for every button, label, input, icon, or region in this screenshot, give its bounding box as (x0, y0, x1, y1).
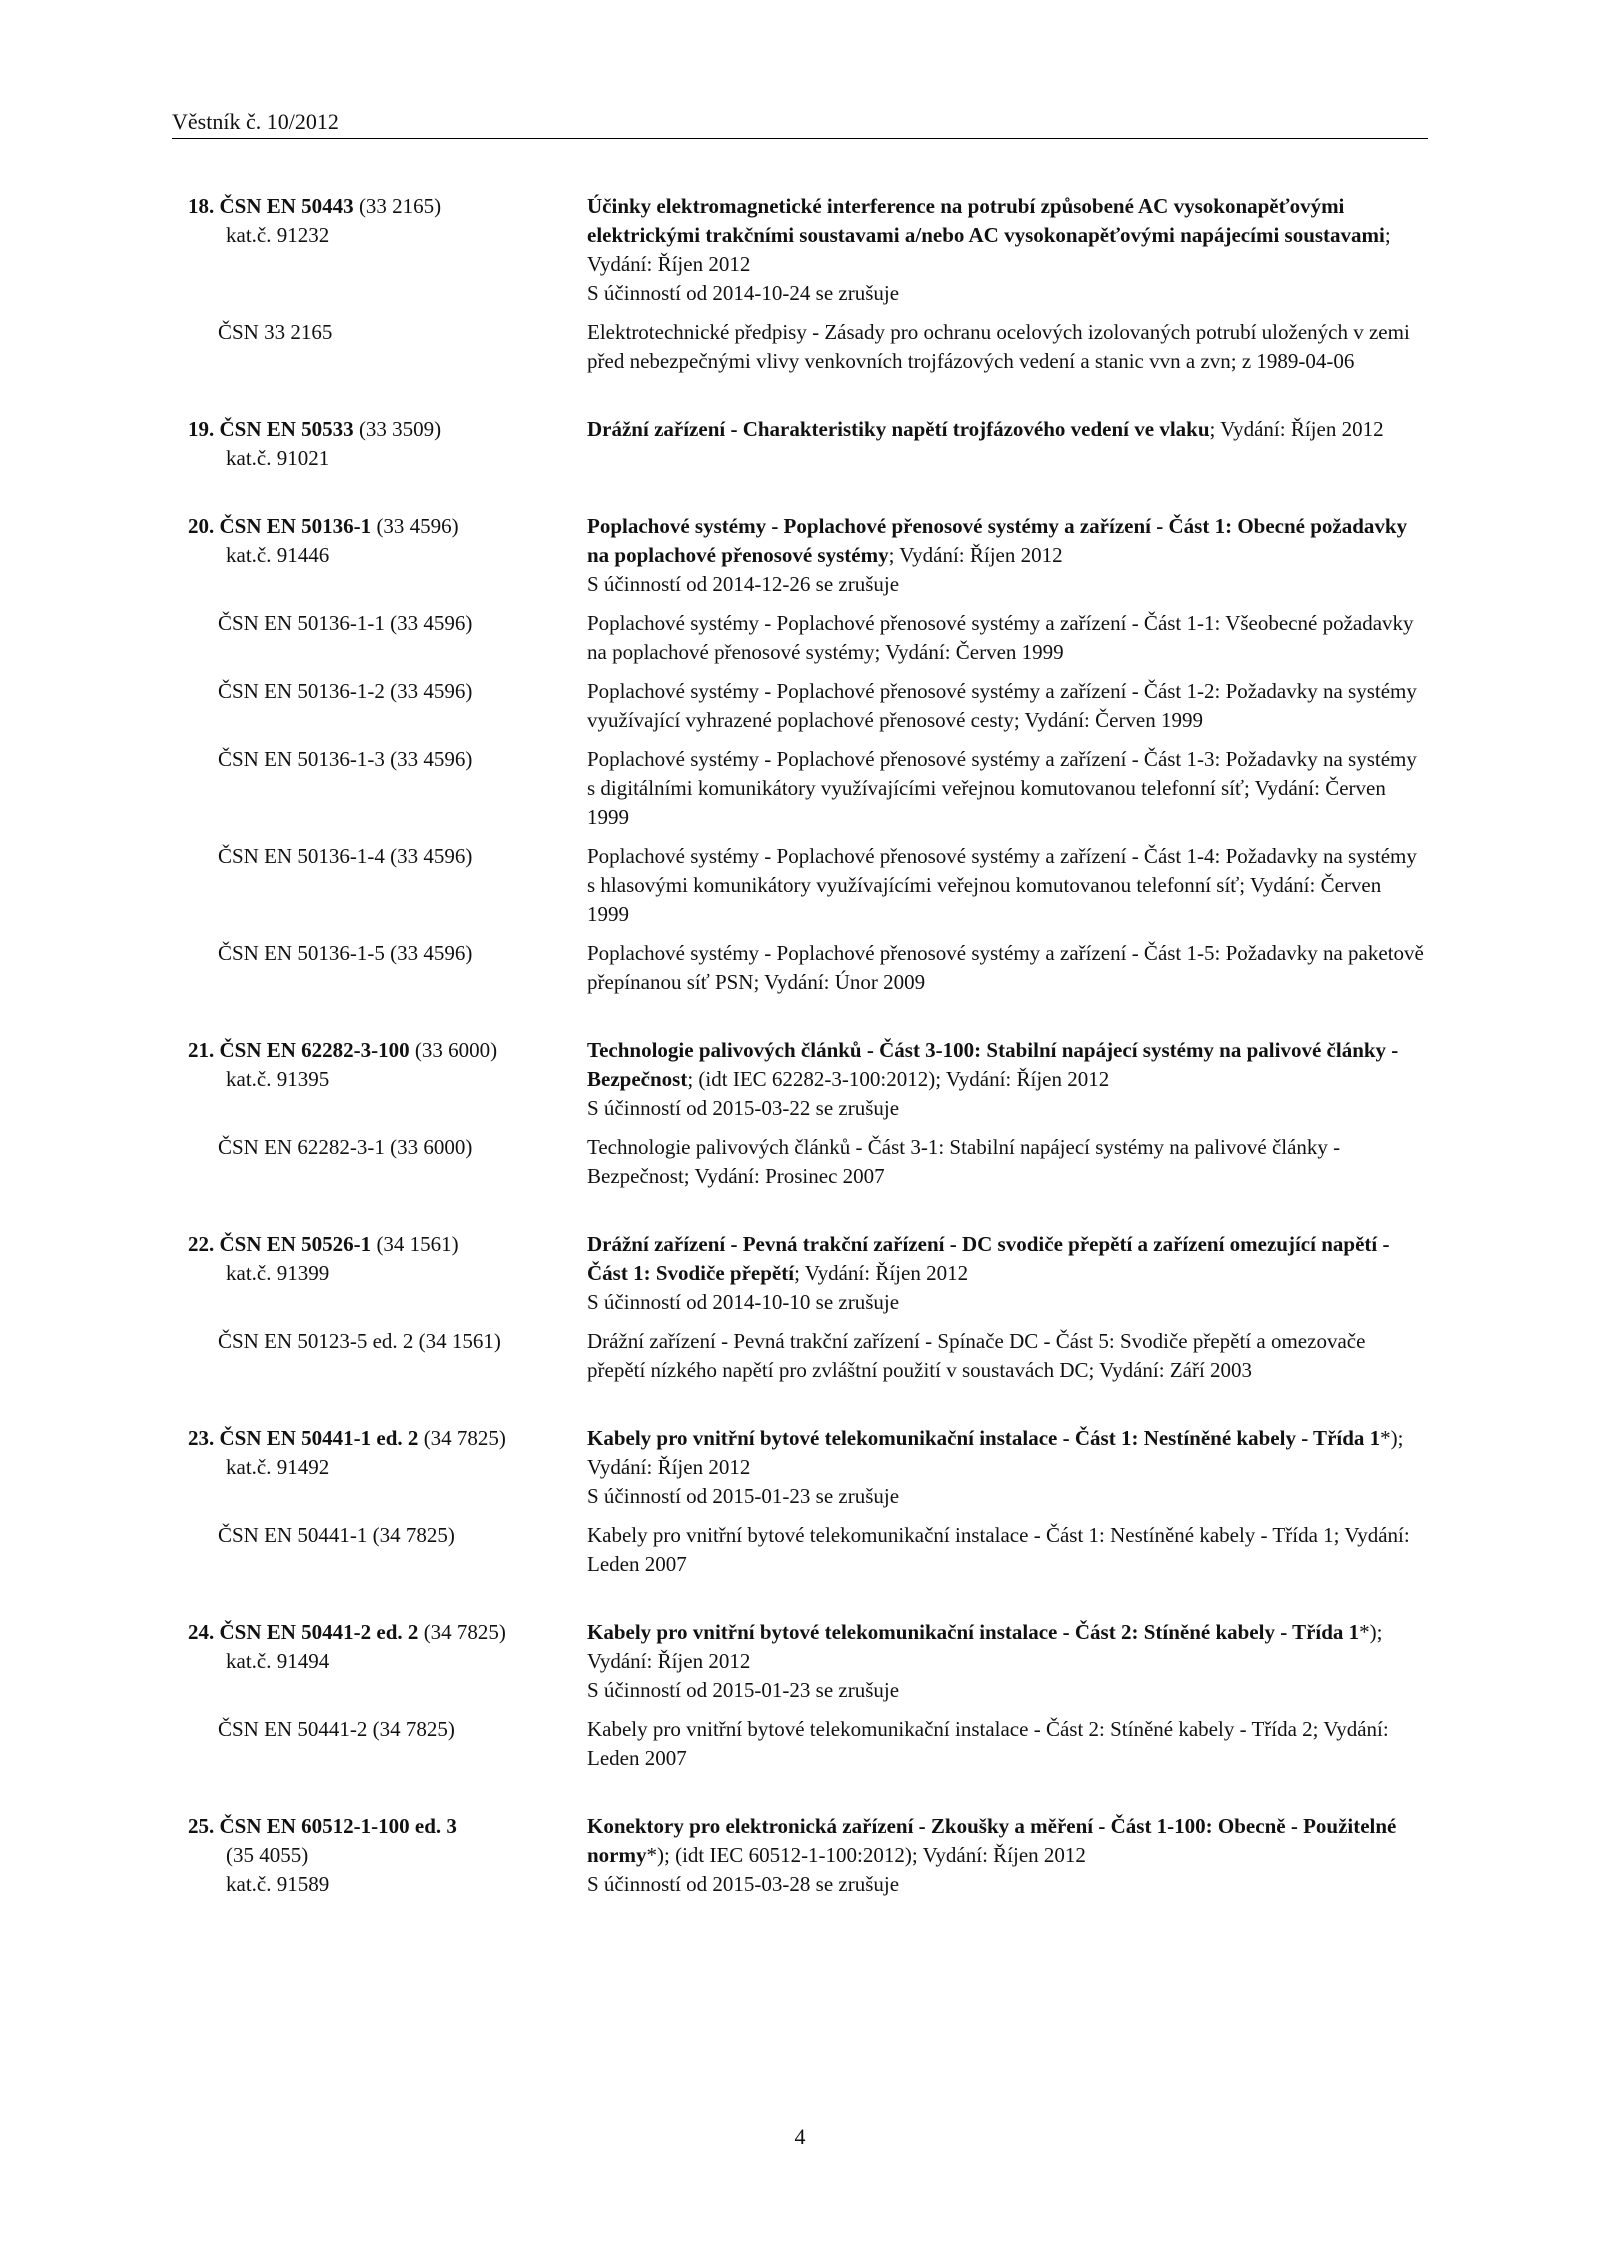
standard-row (188, 1036, 1428, 1123)
classification-code: (34 7825) (418, 1620, 506, 1644)
standard-description (587, 1036, 1428, 1123)
entry-number: 23. (188, 1426, 215, 1450)
standard-entry (188, 1036, 1428, 1191)
replaced-standard-code: ČSN EN 50136-1-4 (33 4596) (218, 844, 473, 868)
classification-code: (33 2165) (353, 194, 442, 218)
replaced-standard-row (188, 1715, 1428, 1773)
withdrawal-note: S účinností od 2014-12-26 se zrušuje (587, 572, 900, 596)
replaced-standard-code: ČSN EN 50123-5 ed. 2 (34 1561) (218, 1329, 501, 1353)
replaced-standard-row (188, 939, 1428, 997)
standard-title-bold: Poplachové systémy - Poplachové přenosové systémy a zařízení - Část 1: Obecné požadavky na poplachové přenosové systémy (587, 514, 1408, 567)
replaced-standard-row (188, 677, 1428, 735)
replaced-standard-row (188, 318, 1428, 376)
catalog-number: kat.č. 91395 (226, 1067, 330, 1091)
standard-id (188, 1618, 587, 1705)
standard-code-line (188, 1424, 587, 1453)
standard-code: ČSN EN 50533 (219, 417, 354, 441)
issue-info: *); (idt IEC 60512-1-100:2012); Vydání: Říjen 2012 (646, 1843, 1086, 1867)
replaced-standard-code: ČSN EN 50441-2 (34 7825) (218, 1717, 455, 1741)
replaced-standard-code: ČSN EN 50136-1-3 (33 4596) (218, 747, 473, 771)
catalog-number: kat.č. 91399 (226, 1261, 330, 1285)
standard-title-bold: Kabely pro vnitřní bytové telekomunikační instalace - Část 1: Nestíněné kabely - Třída 1 (587, 1426, 1381, 1450)
catalog-number: kat.č. 91492 (226, 1455, 330, 1479)
standard-description (587, 1424, 1428, 1511)
standard-code: ČSN EN 50441-1 ed. 2 (219, 1426, 419, 1450)
standard-row (188, 192, 1428, 308)
withdrawal-note: S účinností od 2015-01-23 se zrušuje (587, 1484, 900, 1508)
standard-id (188, 1036, 587, 1123)
replaced-standard-description: Technologie palivových článků - Část 3-1: Stabilní napájecí systémy na palivové články - Bezpečnost; Vydání: Prosinec 2007 (587, 1135, 1341, 1188)
replaced-standard-description: Poplachové systémy - Poplachové přenosové systémy a zařízení - Část 1-3: Požadavky na systémy s digitálními komunikátory využívajícími veřejnou komutovanou telefonní síť; Vydání: Červen 1999 (587, 747, 1417, 829)
standard-title-bold: Konektory pro elektronická zařízení - Zkoušky a měření - Část 1-100: Obecně - Použitelné normy (587, 1814, 1397, 1867)
standard-title (587, 1424, 1428, 1482)
standard-title (587, 1618, 1428, 1676)
classification-code: (34 7825) (418, 1426, 506, 1450)
page-header (172, 108, 1428, 139)
standard-title (587, 415, 1428, 444)
catalog-number: kat.č. 91446 (226, 543, 330, 567)
standard-title (587, 1230, 1428, 1288)
replaced-standard-code: ČSN 33 2165 (218, 320, 333, 344)
classification-code: (33 6000) (409, 1038, 498, 1062)
standard-description (587, 192, 1428, 308)
standard-code-line (188, 192, 587, 221)
classification-code: (33 3509) (353, 417, 442, 441)
replaced-standard-row (188, 1133, 1428, 1191)
standard-row (188, 512, 1428, 599)
classification-code: (33 4596) (371, 514, 459, 538)
standard-code: ČSN EN 60512-1-100 ed. 3 (219, 1814, 457, 1838)
standard-code-line (188, 1230, 587, 1259)
issue-info: ; Vydání: Říjen 2012 (587, 223, 1391, 276)
catalog-number: kat.č. 91021 (226, 446, 330, 470)
standard-title (587, 1036, 1428, 1094)
replaced-standard-code: ČSN EN 62282-3-1 (33 6000) (218, 1135, 473, 1159)
replaced-standard-row (188, 609, 1428, 667)
standard-id (188, 1812, 587, 1899)
standard-description (587, 1812, 1428, 1899)
standard-code: ČSN EN 50136-1 (219, 514, 372, 538)
replaced-standard-row (188, 1327, 1428, 1385)
standard-code-line (188, 415, 587, 444)
standard-title-bold: Drážní zařízení - Pevná trakční zařízení - DC svodiče přepětí a zařízení omezující napětí - Část 1: Svodiče přepětí (587, 1232, 1390, 1285)
withdrawal-note: S účinností od 2015-03-28 se zrušuje (587, 1872, 900, 1896)
replaced-standard-description: Poplachové systémy - Poplachové přenosové systémy a zařízení - Část 1-2: Požadavky na systémy využívající vyhrazené poplachové přenosové cesty; Vydání: Červen 1999 (587, 679, 1417, 732)
standard-id (188, 415, 587, 473)
catalog-number: kat.č. 91589 (226, 1872, 330, 1896)
catalog-number: kat.č. 91232 (226, 223, 330, 247)
entry-number: 24. (188, 1620, 215, 1644)
replaced-standard-code: ČSN EN 50136-1-1 (33 4596) (218, 611, 473, 635)
withdrawal-note: S účinností od 2014-10-24 se zrušuje (587, 281, 900, 305)
standard-row (188, 1424, 1428, 1511)
replaced-standard-description: Poplachové systémy - Poplachové přenosové systémy a zařízení - Část 1-4: Požadavky na systémy s hlasovými komunikátory využívajícími veřejnou komutovanou telefonní síť; Vydání: Červen 1999 (587, 844, 1417, 926)
standard-code: ČSN EN 50441-2 ed. 2 (219, 1620, 419, 1644)
standard-title-bold: Účinky elektromagnetické interference na potrubí způsobené AC vysokonapěťovými elektrickými trakčními soustavami a/nebo AC vysokonapěťovými napájecími soustavami (587, 194, 1385, 247)
standard-code-line (188, 1036, 587, 1065)
standard-id (188, 192, 587, 308)
standard-title (587, 512, 1428, 570)
standard-title-bold: Drážní zařízení - Charakteristiky napětí trojfázového vedení ve vlaku (587, 417, 1210, 441)
withdrawal-note: S účinností od 2015-01-23 se zrušuje (587, 1678, 900, 1702)
replaced-standard-description: Kabely pro vnitřní bytové telekomunikační instalace - Část 2: Stíněné kabely - Třída 2; Vydání: Leden 2007 (587, 1717, 1389, 1770)
replaced-standard-description: Kabely pro vnitřní bytové telekomunikační instalace - Část 1: Nestíněné kabely - Třída 1; Vydání: Leden 2007 (587, 1523, 1410, 1576)
standard-description (587, 1618, 1428, 1705)
entry-number: 21. (188, 1038, 215, 1062)
standard-code-line (188, 1618, 587, 1647)
standard-entry (188, 192, 1428, 376)
issue-info: ; Vydání: Říjen 2012 (888, 543, 1063, 567)
replaced-standard-row (188, 1521, 1428, 1579)
entry-number: 18. (188, 194, 215, 218)
standard-row (188, 1230, 1428, 1317)
replaced-standard-description: Poplachové systémy - Poplachové přenosové systémy a zařízení - Část 1-1: Všeobecné požadavky na poplachové přenosové systémy; Vydání: Červen 1999 (587, 611, 1414, 664)
bulletin-title: Věstník č. 10/2012 (172, 109, 339, 134)
entry-number: 22. (188, 1232, 215, 1256)
entry-number: 20. (188, 514, 215, 538)
standard-code: ČSN EN 50526-1 (219, 1232, 372, 1256)
standard-code: ČSN EN 62282-3-100 (219, 1038, 410, 1062)
catalog-number: kat.č. 91494 (226, 1649, 330, 1673)
withdrawal-note: S účinností od 2015-03-22 se zrušuje (587, 1096, 900, 1120)
standard-description (587, 1230, 1428, 1317)
standard-title (587, 1812, 1428, 1870)
standard-description (587, 415, 1428, 473)
standard-entry (188, 1812, 1428, 1899)
entry-number: 25. (188, 1814, 215, 1838)
standard-code: ČSN EN 50443 (219, 194, 354, 218)
standard-entry (188, 1618, 1428, 1773)
page-number: 4 (794, 2124, 806, 2149)
replaced-standard-code: ČSN EN 50136-1-5 (33 4596) (218, 941, 473, 965)
replaced-standard-description: Elektrotechnické předpisy - Zásady pro ochranu ocelových izolovaných potrubí uložených v zemi před nebezpečnými vlivy venkovních trojfázových vedení a stanic vvn a zvn; z 1989-04-06 (587, 320, 1410, 373)
standard-code-line (188, 1812, 587, 1841)
standard-entry (188, 512, 1428, 997)
replaced-standard-row (188, 745, 1428, 832)
standards-list (188, 192, 1428, 1938)
standard-entry (188, 1424, 1428, 1579)
standard-entry (188, 415, 1428, 473)
standard-title-bold: Technologie palivových článků - Část 3-100: Stabilní napájecí systémy na palivové články - Bezpečnost (587, 1038, 1399, 1091)
replaced-standard-description: Poplachové systémy - Poplachové přenosové systémy a zařízení - Část 1-5: Požadavky na paketově přepínanou síť PSN; Vydání: Únor 2009 (587, 941, 1424, 994)
standard-title (587, 192, 1428, 279)
replaced-standard-description: Drážní zařízení - Pevná trakční zařízení - Spínače DC - Část 5: Svodiče přepětí a omezovače přepětí nízkého napětí pro zvláštní použití v soustavách DC; Vydání: Září 2003 (587, 1329, 1366, 1382)
issue-info: ; (idt IEC 62282-3-100:2012); Vydání: Říjen 2012 (687, 1067, 1110, 1091)
issue-info: *); Vydání: Říjen 2012 (587, 1426, 1404, 1479)
issue-info: ; Vydání: Říjen 2012 (794, 1261, 969, 1285)
standard-row (188, 1812, 1428, 1899)
entry-number: 19. (188, 417, 215, 441)
standard-description (587, 512, 1428, 599)
replaced-standard-code: ČSN EN 50136-1-2 (33 4596) (218, 679, 473, 703)
issue-info: *); Vydání: Říjen 2012 (587, 1620, 1383, 1673)
replaced-standard-row (188, 842, 1428, 929)
classification-code-line: (35 4055) (226, 1843, 309, 1867)
standard-id (188, 512, 587, 599)
standard-row (188, 415, 1428, 473)
standard-id (188, 1230, 587, 1317)
withdrawal-note: S účinností od 2014-10-10 se zrušuje (587, 1290, 900, 1314)
issue-info: ; Vydání: Říjen 2012 (1209, 417, 1384, 441)
standard-code-line (188, 512, 587, 541)
replaced-standard-code: ČSN EN 50441-1 (34 7825) (218, 1523, 455, 1547)
standard-entry (188, 1230, 1428, 1385)
classification-code: (34 1561) (371, 1232, 459, 1256)
standard-id (188, 1424, 587, 1511)
standard-row (188, 1618, 1428, 1705)
standard-title-bold: Kabely pro vnitřní bytové telekomunikační instalace - Část 2: Stíněné kabely - Třída 1 (587, 1620, 1360, 1644)
